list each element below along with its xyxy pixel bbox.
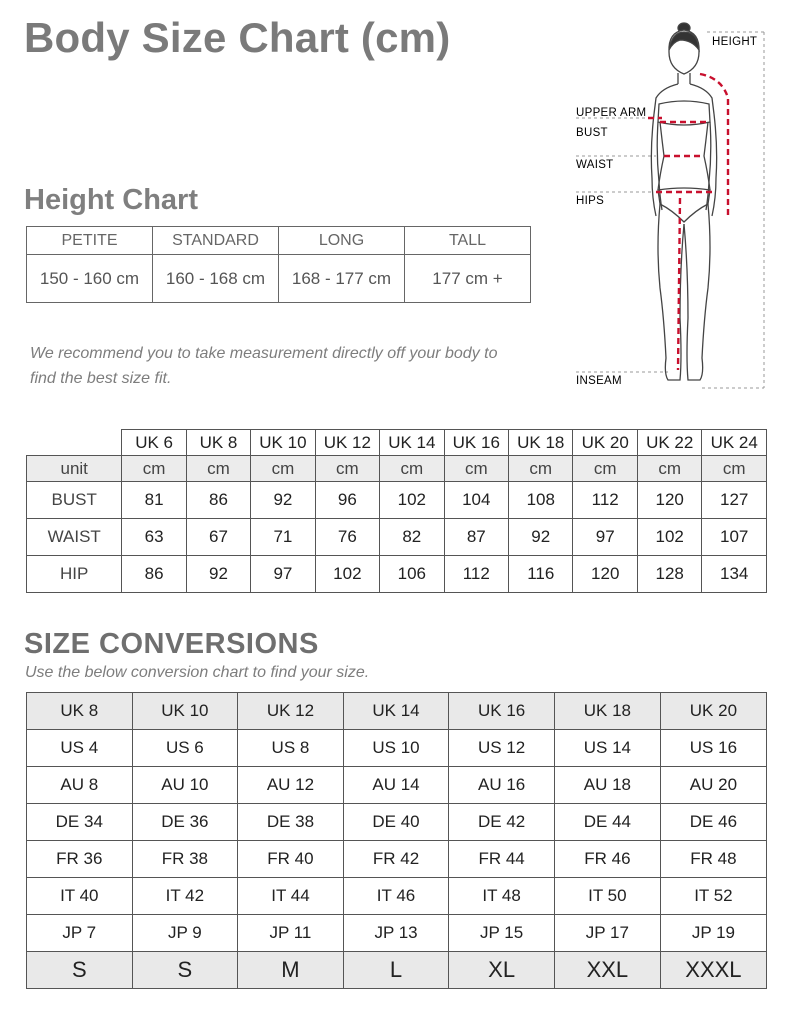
value-cell: 97 — [573, 519, 637, 556]
size-header: UK 10 — [251, 430, 315, 456]
value-cell: 127 — [702, 482, 767, 519]
conversion-row — [27, 804, 767, 841]
unit-cell: cm — [573, 456, 637, 482]
value-cell: 102 — [315, 556, 379, 593]
conversion-cell: JP 9 — [132, 915, 238, 952]
conversion-cell: M — [238, 952, 344, 989]
conversion-cell: AU 10 — [132, 767, 238, 804]
size-header: UK 14 — [380, 430, 444, 456]
value-cell: 67 — [186, 519, 250, 556]
body-silhouette — [651, 23, 716, 380]
conversion-cell: US 6 — [132, 730, 238, 767]
conversion-cell: DE 46 — [660, 804, 766, 841]
conversion-cell: XL — [449, 952, 555, 989]
label-inseam: INSEAM — [576, 375, 622, 387]
conversion-cell: FR 42 — [343, 841, 449, 878]
conversion-cell: UK 16 — [449, 693, 555, 730]
unit-cell: cm — [315, 456, 379, 482]
conversion-cell: US 8 — [238, 730, 344, 767]
conversion-cell: FR 48 — [660, 841, 766, 878]
unit-cell: cm — [444, 456, 508, 482]
recommend-note-line2: find the best size fit. — [30, 370, 172, 387]
conversion-cell: IT 42 — [132, 878, 238, 915]
conversion-cell: AU 14 — [343, 767, 449, 804]
hip-row — [27, 556, 767, 593]
size-header: UK 8 — [186, 430, 250, 456]
unit-cell: cm — [122, 456, 186, 482]
conversion-cell: AU 18 — [554, 767, 660, 804]
value-cell: 112 — [573, 482, 637, 519]
conversion-cell: JP 7 — [27, 915, 133, 952]
conversion-cell: UK 14 — [343, 693, 449, 730]
conversion-cell: UK 10 — [132, 693, 238, 730]
value-cell: 120 — [637, 482, 701, 519]
conversion-cell: JP 19 — [660, 915, 766, 952]
conversion-row — [27, 878, 767, 915]
conversion-cell: UK 18 — [554, 693, 660, 730]
conversion-cell: IT 46 — [343, 878, 449, 915]
conversion-cell: IT 50 — [554, 878, 660, 915]
conversion-cell: US 12 — [449, 730, 555, 767]
conversion-cell: L — [343, 952, 449, 989]
size-header: UK 6 — [122, 430, 186, 456]
conversion-row — [27, 767, 767, 804]
conversion-cell: IT 44 — [238, 878, 344, 915]
unit-cell: cm — [509, 456, 573, 482]
conversion-cell: US 4 — [27, 730, 133, 767]
size-header: UK 18 — [509, 430, 573, 456]
waist-row — [27, 519, 767, 556]
conversion-row — [27, 841, 767, 878]
label-hips: HIPS — [576, 195, 605, 207]
conversion-cell: IT 40 — [27, 878, 133, 915]
page-title: Body Size Chart (cm) — [24, 14, 451, 61]
label-upper-arm: UPPER ARM — [576, 107, 647, 119]
value-cell: 120 — [573, 556, 637, 593]
conversion-cell: DE 38 — [238, 804, 344, 841]
conversion-cell: US 10 — [343, 730, 449, 767]
value-cell: 92 — [186, 556, 250, 593]
value-cell: 92 — [509, 519, 573, 556]
height-col-tall: TALL — [405, 227, 531, 255]
row-label: WAIST — [27, 519, 122, 556]
unit-cell: cm — [380, 456, 444, 482]
height-val-long: 168 - 177 cm — [279, 255, 405, 303]
value-cell: 76 — [315, 519, 379, 556]
height-col-petite: PETITE — [27, 227, 153, 255]
row-label: HIP — [27, 556, 122, 593]
conversion-cell: FR 36 — [27, 841, 133, 878]
value-cell: 128 — [637, 556, 701, 593]
conversion-cell: IT 48 — [449, 878, 555, 915]
value-cell: 86 — [122, 556, 186, 593]
conversion-cell: DE 34 — [27, 804, 133, 841]
conversion-cell: AU 20 — [660, 767, 766, 804]
conversion-cell: DE 40 — [343, 804, 449, 841]
recommend-note-line1: We recommend you to take measurement directly off your body to — [30, 345, 498, 362]
conversion-row — [27, 693, 767, 730]
letter-size-row — [27, 952, 767, 989]
unit-cell: cm — [251, 456, 315, 482]
unit-cell: cm — [702, 456, 767, 482]
size-header: UK 16 — [444, 430, 508, 456]
unit-cell: cm — [637, 456, 701, 482]
conversion-cell: JP 17 — [554, 915, 660, 952]
value-cell: 92 — [251, 482, 315, 519]
conversion-cell: US 14 — [554, 730, 660, 767]
height-chart-table — [26, 226, 531, 303]
value-cell: 102 — [380, 482, 444, 519]
unit-label: unit — [27, 456, 122, 482]
value-cell: 86 — [186, 482, 250, 519]
size-header-row — [27, 430, 767, 456]
conversion-cell: JP 11 — [238, 915, 344, 952]
blank-cell — [27, 430, 122, 456]
conversion-cell: FR 38 — [132, 841, 238, 878]
conversion-cell: JP 15 — [449, 915, 555, 952]
label-bust: BUST — [576, 127, 608, 139]
unit-row — [27, 456, 767, 482]
size-header: UK 24 — [702, 430, 767, 456]
label-height: HEIGHT — [712, 36, 758, 48]
conversion-cell: US 16 — [660, 730, 766, 767]
size-header: UK 22 — [637, 430, 701, 456]
conversion-cell: JP 13 — [343, 915, 449, 952]
conversion-cell: S — [27, 952, 133, 989]
conversion-cell: DE 36 — [132, 804, 238, 841]
size-header: UK 12 — [315, 430, 379, 456]
value-cell: 134 — [702, 556, 767, 593]
conversion-cell: DE 42 — [449, 804, 555, 841]
height-chart-heading: Height Chart — [24, 184, 198, 216]
bust-row — [27, 482, 767, 519]
height-val-standard: 160 - 168 cm — [153, 255, 279, 303]
value-cell: 81 — [122, 482, 186, 519]
conversion-cell: FR 44 — [449, 841, 555, 878]
measurement-table — [26, 429, 767, 593]
label-waist: WAIST — [576, 159, 614, 171]
conversion-cell: DE 44 — [554, 804, 660, 841]
conversion-cell: XXL — [554, 952, 660, 989]
conversion-cell: XXXL — [660, 952, 766, 989]
value-cell: 104 — [444, 482, 508, 519]
value-cell: 71 — [251, 519, 315, 556]
conversions-subtitle: Use the below conversion chart to find your size. — [25, 664, 370, 681]
conversion-cell: FR 40 — [238, 841, 344, 878]
value-cell: 107 — [702, 519, 767, 556]
conversion-cell: AU 16 — [449, 767, 555, 804]
conversions-heading: SIZE CONVERSIONS — [24, 628, 319, 660]
conversion-table — [26, 692, 767, 989]
value-cell: 87 — [444, 519, 508, 556]
conversion-cell: S — [132, 952, 238, 989]
value-cell: 112 — [444, 556, 508, 593]
height-val-tall: 177 cm + — [405, 255, 531, 303]
conversion-cell: UK 12 — [238, 693, 344, 730]
value-cell: 96 — [315, 482, 379, 519]
conversion-cell: AU 8 — [27, 767, 133, 804]
body-measurement-figure — [572, 18, 772, 396]
conversion-cell: UK 20 — [660, 693, 766, 730]
height-val-petite: 150 - 160 cm — [27, 255, 153, 303]
conversion-cell: FR 46 — [554, 841, 660, 878]
value-cell: 97 — [251, 556, 315, 593]
size-header: UK 20 — [573, 430, 637, 456]
recommend-note — [30, 341, 497, 391]
value-cell: 63 — [122, 519, 186, 556]
conversion-cell: UK 8 — [27, 693, 133, 730]
conversion-row — [27, 915, 767, 952]
height-col-standard: STANDARD — [153, 227, 279, 255]
unit-cell: cm — [186, 456, 250, 482]
value-cell: 102 — [637, 519, 701, 556]
row-label: BUST — [27, 482, 122, 519]
value-cell: 106 — [380, 556, 444, 593]
conversion-row — [27, 730, 767, 767]
value-cell: 116 — [509, 556, 573, 593]
value-cell: 108 — [509, 482, 573, 519]
value-cell: 82 — [380, 519, 444, 556]
height-col-long: LONG — [279, 227, 405, 255]
conversion-cell: IT 52 — [660, 878, 766, 915]
conversion-cell: AU 12 — [238, 767, 344, 804]
